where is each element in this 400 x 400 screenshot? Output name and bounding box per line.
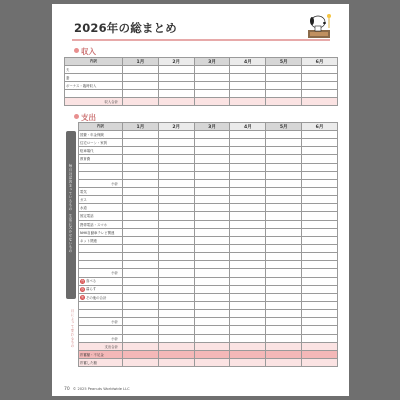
subtotal-row: 小計 (79, 179, 338, 187)
table-row: 教育費 (79, 155, 338, 163)
category-icon: 暮 (80, 286, 84, 291)
table-row: ネット関連 (79, 236, 338, 244)
expense-table (78, 122, 338, 367)
table-row: 固定電話 (79, 212, 338, 220)
title-underline (72, 39, 330, 41)
table-row: 夫 (65, 66, 338, 74)
page-number: 70 (64, 387, 70, 392)
category-icon: 他 (80, 295, 84, 300)
fixed-side-label: 毎月ほぼ決まっているもの (68, 164, 72, 211)
table-row (79, 326, 338, 334)
expense-month-5: 5月 (266, 123, 302, 131)
table-row: 妻 (65, 74, 338, 82)
subtotal-row: 小計 (79, 318, 338, 326)
table-row: 水道 (79, 204, 338, 212)
variable-side-label: 月によって変わるもの (70, 309, 74, 348)
savings-row: 貯蓄額・不足金 (79, 350, 338, 358)
table-row: ガス (79, 196, 338, 204)
page-title: 2026年の総まとめ (74, 21, 178, 35)
table-row (79, 171, 338, 179)
table-row (79, 253, 338, 261)
utility-side-label: 生活に欠かせないもの (68, 214, 72, 253)
variable-row: 暮 暮らす (79, 285, 338, 293)
table-row: 駐車場代 (79, 147, 338, 155)
bullet-icon (74, 114, 79, 119)
table-row: 電気 (79, 187, 338, 195)
expense-total-row: 支出合計 (79, 342, 338, 350)
subtotal-row: 小計 (79, 269, 338, 277)
copyright: © 2025 Peanuts Worldwide LLC (72, 387, 130, 391)
bullet-icon (74, 48, 79, 53)
income-month-2: 2月 (158, 58, 194, 66)
income-header-label: 内訳 (65, 58, 123, 66)
variable-row: 他 その他の合計 (79, 293, 338, 301)
expense-header-label: 内訳 (79, 123, 123, 131)
table-row: 携帯電話・スマホ (79, 220, 338, 228)
income-month-3: 3月 (194, 58, 230, 66)
table-row: ボーナス・臨時収入 (65, 82, 338, 90)
table-row: 住宅ローン・家賃 (79, 139, 338, 147)
table-row (79, 310, 338, 318)
expense-month-1: 1月 (123, 123, 159, 131)
expense-month-2: 2月 (158, 123, 194, 131)
table-row: NHK自動車テレビ関連 (79, 228, 338, 236)
income-month-1: 1月 (123, 58, 159, 66)
expense-month-4: 4月 (230, 123, 266, 131)
income-heading: 収入 (74, 46, 96, 57)
income-total-row: 収入合計 (65, 98, 338, 106)
balance-row: 貯蓄した額 (79, 358, 338, 366)
category-icon: 食 (80, 278, 84, 283)
table-row (65, 90, 338, 98)
table-row (79, 244, 338, 252)
income-month-5: 5月 (266, 58, 302, 66)
table-row: 国費・年金保険 (79, 131, 338, 139)
variable-row: 食 食べる (79, 277, 338, 285)
expense-month-6: 6月 (302, 123, 338, 131)
table-row (79, 301, 338, 309)
income-month-4: 4月 (230, 58, 266, 66)
subtotal-row: 小計 (79, 334, 338, 342)
income-month-6: 6月 (302, 58, 338, 66)
planner-page (52, 4, 349, 396)
expense-month-3: 3月 (194, 123, 230, 131)
expense-heading: 支出 (74, 112, 96, 123)
table-row (79, 163, 338, 171)
beagle-icon (302, 8, 336, 40)
income-table (64, 57, 338, 106)
table-row (79, 261, 338, 269)
footer (64, 387, 130, 392)
